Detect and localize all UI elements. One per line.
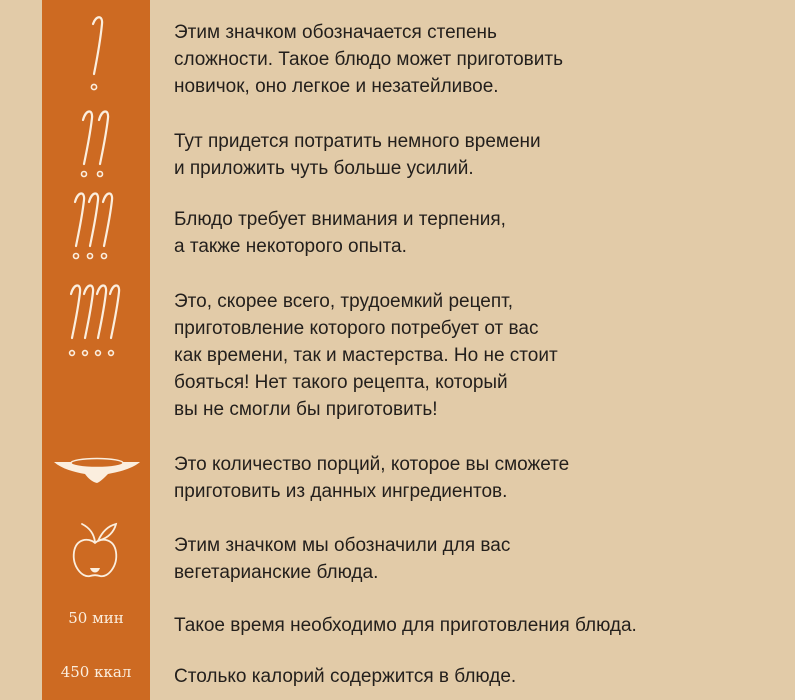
- difficulty-3-exclamation-icon: [66, 188, 126, 268]
- time-description: Такое время необходимо для приготовления блюда.: [174, 615, 637, 636]
- portions-description: Это количество порций, которое вы сможете приготовить из данных ингредиентов.: [174, 454, 570, 502]
- difficulty-1-exclamation-icon: [84, 14, 108, 94]
- difficulty-4-exclamation-icon: [62, 280, 132, 360]
- difficulty-2-description: Тут придется потратить немного времени и приложить чуть больше усилий.: [174, 131, 541, 179]
- calories-description: Столько калорий содержится в блюде.: [174, 666, 517, 687]
- difficulty-3-description: Блюдо требует внимания и терпения, а также некоторого опыта.: [174, 209, 506, 257]
- plate-icon: [52, 452, 142, 486]
- difficulty-4-description: Это, скорее всего, трудоемкий рецепт, приготовление которого потребует от вас как времени, так и мастерства. Но не стоит бояться! Нет такого рецепта, который вы не смогли бы приготовить!: [174, 291, 558, 420]
- apple-icon: [68, 520, 124, 582]
- difficulty-1-description: Этим значком обозначается степень сложности. Такое блюдо может приготовить новичок, оно легкое и незатейливое.: [174, 22, 563, 97]
- vegetarian-description: Этим значком мы обозначили для вас вегетарианские блюда.: [174, 535, 511, 583]
- icon-strip: [42, 0, 150, 700]
- time-label: 50 мин: [68, 609, 124, 627]
- calories-label: 450 ккал: [60, 663, 132, 681]
- difficulty-2-exclamation-icon: [74, 106, 118, 186]
